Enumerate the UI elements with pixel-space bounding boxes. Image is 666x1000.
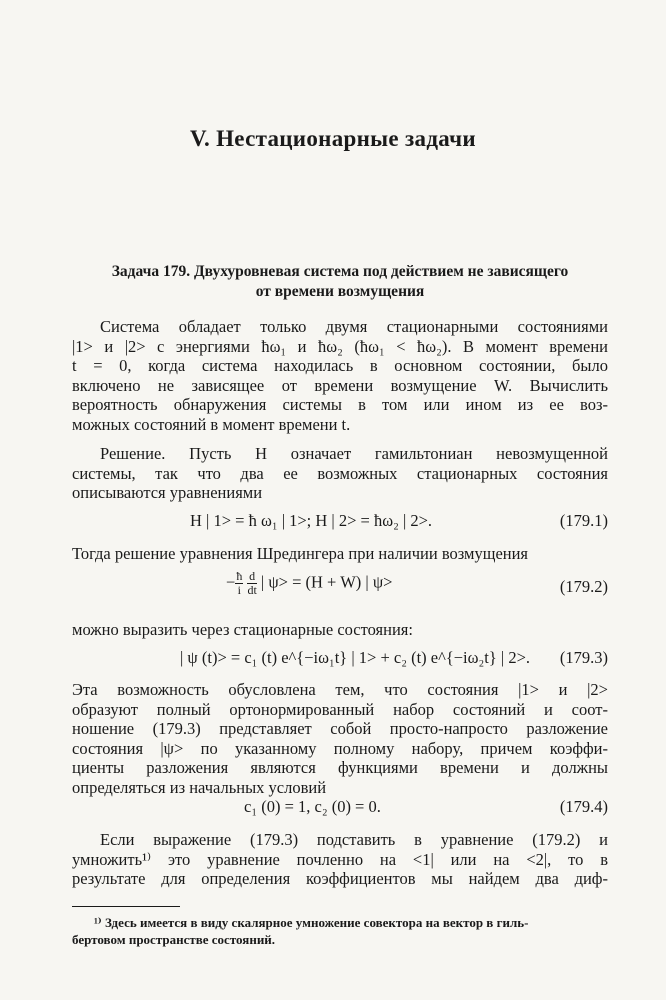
explanation-line: циенты разложения являются функциями времени и должны [72,758,608,777]
explanation-line: образуют полный ортонормированный набор состояний и соот- [72,699,608,719]
statement-line: вероятность обнаружения системы в том или ином из ее воз- [72,395,608,414]
solution-line: системы, так что два ее возможных стационарных состояния [72,463,608,483]
closing-line: Если выражение (179.3) подставить в уравнение (179.2) и [100,830,608,849]
closing-line: умножить¹⁾ это уравнение почленно на <1| или на <2|, то в [72,849,608,869]
equation-179-2 [72,568,608,604]
equation-179-3 [72,648,608,670]
equation-179-4 [72,797,608,819]
closing-line: результате для определения коэффициентов мы найдем два диф- [72,869,608,888]
text-after-eq2 [72,620,608,640]
footnote-line: бертовом пространстве состояний. [72,932,276,947]
footnote-rule [72,906,180,907]
problem-title-line-2: от времени возмущения [255,283,425,300]
problem-statement [72,317,608,434]
explanation-line: определяться из начальных условий [72,777,327,797]
problem-title [70,262,610,302]
equation-number: (179.1) [559,511,608,530]
equation-expression [226,570,392,597]
equation-rest: | ψ> = (H + W) | ψ> [260,572,393,592]
solution-line: Решение. Пусть H означает гамильтониан невозмущенной [100,444,608,463]
statement-line: включено не зависящее от времени возмущение W. Вычислить [72,375,608,395]
hbar-over-i-fraction: $\frac{ħ}{i}$ [236,569,243,597]
text-after-eq1 [72,544,608,564]
explanation [72,680,608,797]
footnote-line: ¹⁾ Здесь имеется в виду скалярное умножение совектора на вектор в гиль- [94,915,529,930]
minus-sign: − [226,572,236,592]
statement-line: t = 0, когда система находилась в основном состоянии, было [72,356,608,375]
explanation-line: ношение (179.3) представляет собой просто-напросто разложение [72,719,608,738]
equation-number: (179.2) [559,577,608,596]
solution-line: описываются уравнениями [72,483,263,502]
text-line: можно выразить через стационарные состояния: [72,620,413,639]
problem-title-line-1: Задача 179. Двухуровневая система под действием не зависящего [111,263,569,280]
statement-line: можных состояний в момент времени t. [72,414,351,434]
explanation-line: Эта возможность обусловлена тем, что состояния |1> и |2> [72,680,608,699]
equation-179-1 [72,511,608,533]
equation-expression: H | 1> = ħ ω₁ | 1>; H | 2> = ħω₂ | 2>. [190,511,433,530]
equation-number: (179.4) [559,797,608,816]
equation-number: (179.3) [559,648,608,667]
solution-intro [72,444,608,503]
closing-paragraph [72,830,608,889]
statement-line: |1> и |2> с энергиями ħω₁ и ħω₂ (ħω₁ < ħω₂). В момент времени [72,336,608,356]
chapter-title: V. Нестационарные задачи [190,126,476,151]
statement-line: Система обладает только двумя стационарными состояниями [100,317,608,336]
explanation-line: состояния |ψ> по указанному полному набору, причем коэффи- [72,738,608,758]
equation-expression: c₁ (0) = 1, c₂ (0) = 0. [244,797,381,816]
footnote [72,914,608,948]
equation-expression: | ψ (t)> = c₁ (t) e^{−iω₁t} | 1> + c₂ (t) e^{−iω₂t} | 2>. [180,648,530,667]
d-dt-fraction: $\frac{d}{dt}$ [247,569,257,597]
text-line: Тогда решение уравнения Шредингера при наличии возмущения [72,544,529,563]
